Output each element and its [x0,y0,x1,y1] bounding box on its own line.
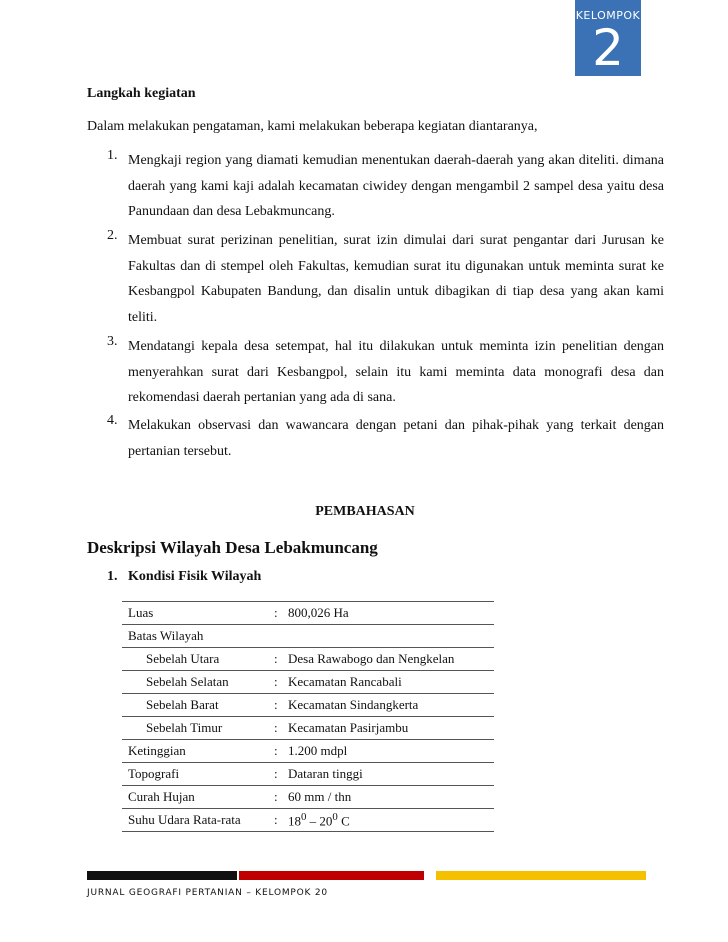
langkah-intro: Dalam melakukan pengataman, kami melakukan beberapa kegiatan diantaranya, [87,119,538,134]
row-value: 1.200 mdpl [288,740,494,763]
subsection-title [107,569,261,585]
row-sep: : [274,717,288,740]
footer-bar-red [239,871,424,880]
table-row [122,763,494,786]
row-label: Topografi [122,763,274,786]
row-label: Luas [122,602,274,625]
row-value: Kecamatan Pasirjambu [288,717,494,740]
row-sep: : [274,648,288,671]
group-badge [575,0,641,76]
pembahasan-heading: PEMBAHASAN [315,504,415,519]
list-item-text: Mendatangi kepala desa setempat, hal itu dilakukan untuk meminta izin penelitian dengan menyerahkan surat dari Kesbangpol, selain itu kami meminta data monografi desa dan rekomendasi daerah pertanian yang ada di sana. [128,339,664,405]
list-item-text: Mengkaji region yang diamati kemudian menentukan daerah-daerah yang akan diteliti. dimana daerah yang kami kaji adalah kecamatan ciwidey dengan mengambil 2 sampel desa yaitu desa Panundaan dan desa Lebakmuncang. [128,153,664,219]
list-item [107,228,664,330]
row-value: Desa Rawabogo dan Nengkelan [288,648,494,671]
row-label: Batas Wilayah [122,625,274,648]
footer-text: JURNAL GEOGRAFI PERTANIAN – KELOMPOK 20 [87,888,328,898]
row-sep: : [274,809,288,832]
table-row [122,740,494,763]
row-value [288,625,494,648]
row-sep: : [274,671,288,694]
row-value-temperature: $18^0 - 20^0$ C [288,809,494,832]
subsection-label: Kondisi Fisik Wilayah [128,569,262,584]
badge-number: 2 [592,19,624,77]
badge-label: KELOMPOK [575,9,641,22]
row-sep: : [274,602,288,625]
table-row [122,671,494,694]
row-label: Sebelah Barat [122,694,274,717]
row-label: Sebelah Utara [122,648,274,671]
list-item [107,413,664,464]
list-item-text: Membuat surat perizinan penelitian, surat izin dimulai dari surat pengantar dari Jurusan ke Fakultas dan di stempel oleh Fakultas, kemudian surat itu digunakan untuk meminta surat ke Kesbangpol Kabupaten Bandung, dan disalin untuk dibagikan di tiap desa yang akan kami teliti. [128,233,664,325]
row-label: Ketinggian [122,740,274,763]
table-row [122,648,494,671]
list-item [107,148,664,225]
row-value: Kecamatan Sindangkerta [288,694,494,717]
table-row [122,602,494,625]
row-sep: : [274,740,288,763]
list-item-number: 4. [107,413,118,428]
table-row [122,717,494,740]
langkah-heading: Langkah kegiatan [87,86,196,101]
table-row [122,809,494,832]
physical-conditions-table [122,601,494,832]
row-value: Kecamatan Rancabali [288,671,494,694]
row-sep [274,625,288,648]
row-label: Suhu Udara Rata-rata [122,809,274,832]
table-row [122,786,494,809]
row-label: Sebelah Selatan [122,671,274,694]
row-sep: : [274,694,288,717]
subsection-number: 1. [107,569,118,584]
row-label: Sebelah Timur [122,717,274,740]
row-value: 60 mm / thn [288,786,494,809]
table-row [122,625,494,648]
row-label: Curah Hujan [122,786,274,809]
footer-bar-yellow [436,871,646,880]
list-item-number: 3. [107,334,118,349]
footer-bar-black [87,871,237,880]
table-row [122,694,494,717]
row-sep: : [274,763,288,786]
row-sep: : [274,786,288,809]
section-title: Deskripsi Wilayah Desa Lebakmuncang [87,538,378,557]
list-item [107,334,664,411]
row-value: 800,026 Ha [288,602,494,625]
list-item-text: Melakukan observasi dan wawancara dengan petani dan pihak-pihak yang terkait dengan pertanian tersebut. [128,418,664,459]
list-item-number: 1. [107,148,118,163]
row-value: Dataran tinggi [288,763,494,786]
list-item-number: 2. [107,228,118,243]
